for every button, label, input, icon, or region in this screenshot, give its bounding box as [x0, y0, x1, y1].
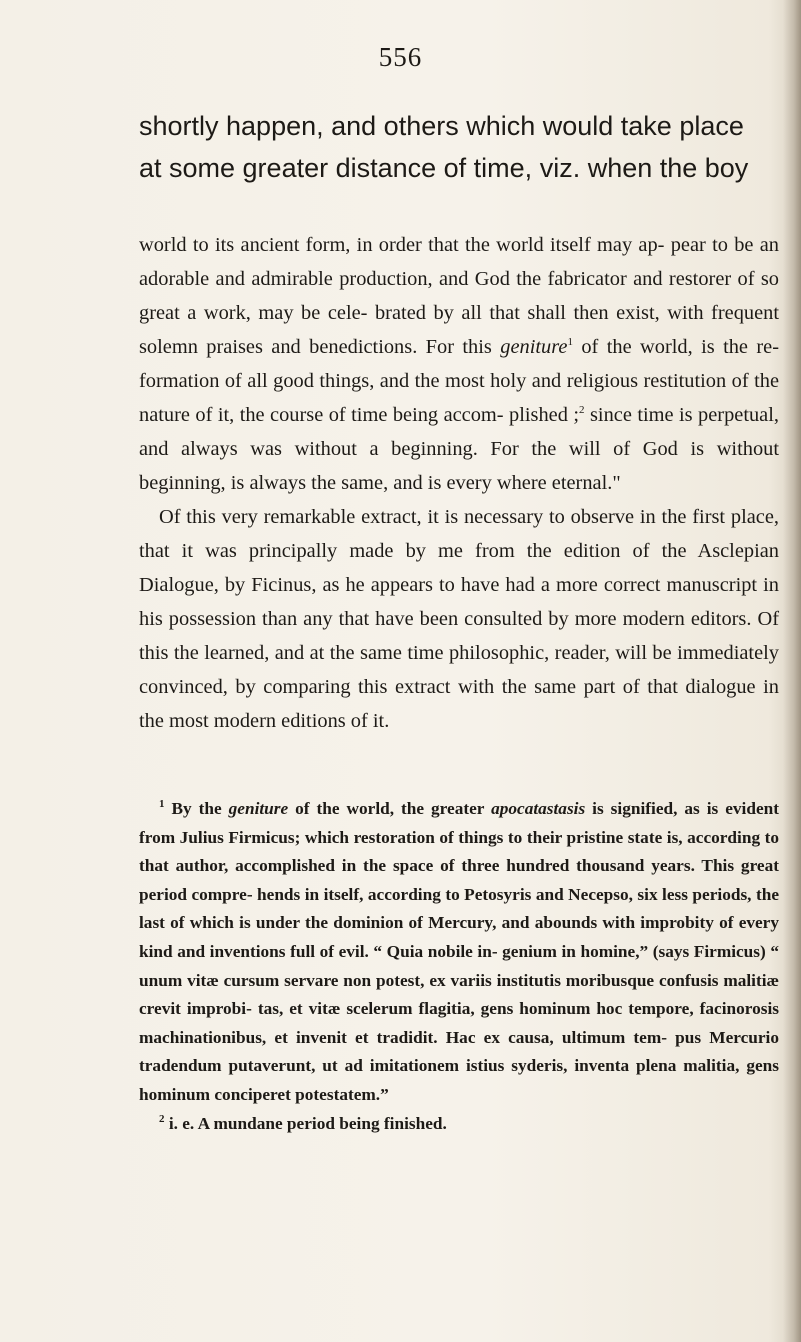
- footnotes: [139, 795, 779, 1138]
- footnote-term-apocatastasis: apocatastasis: [491, 799, 586, 818]
- footnote-term-geniture: geniture: [228, 799, 289, 818]
- footnote-1-part-a: By the: [164, 799, 229, 818]
- footnote-ref-2[interactable]: 2: [579, 404, 585, 417]
- header-line-1: shortly happen, and others which would take place: [139, 111, 744, 141]
- footnote-1: [139, 795, 779, 1110]
- main-text: [139, 228, 779, 738]
- footnote-1-part-b: of the world, the greater: [288, 799, 492, 818]
- paragraph-2: Of this very remarkable extract, it is necessary to observe in the first place, that it was principally made by me from the edition of the Asclepian Dialogue, by Ficinus, as he appears to have had a more correct manuscript in his possession than any that have been consulted by more modern editors. Of this the learned, and at the same time philosophic, reader, will be immediately convinced, by comparing this extract with the same part of that dialogue in the most modern editions of it.: [139, 506, 779, 732]
- footnote-2-text: i. e. A mundane period being finished.: [164, 1113, 447, 1133]
- paragraph-1: [139, 228, 779, 500]
- footnote-1-part-c: is signified, as is evident from Julius Firmicus; which restoration of things to their pristine state is, according to that author, accomplished in the space of three hundred thousand years. This great period compre- hends in itself, according to Petosyris and Necepso, six less periods, the last of which is under the dominion of Mercury, and abounds with improbity of every kind and inventions full of evil. “ Quia nobile in- genium in homine,” (says Firmicus) “ unum vitæ cursum servare non potest, ex variis institutis moribusque confusis malitiæ crevit improbi- tas, et vitæ scelerum flagitia, gens hominum hoc tempore, facinorosis machinationibus, et invenit et tradidit. Hac ex causa, ultimum tem- pus Mercurio tradendum putaverunt, ut ad imitationem istius syderis, inventa plena malitia, gens hominum conciperet potestatem.”: [139, 799, 779, 1104]
- paragraph-1-part-b: of the world, is the re- formation of all good things, and the most holy and religious restitution of the nature of it, the course of time being accom- plished ;: [139, 336, 779, 426]
- footnote-2: [139, 1110, 779, 1139]
- page-edge-shadow: [783, 0, 801, 1342]
- footnote-ref-1[interactable]: 1: [567, 336, 573, 349]
- header-line-2: at some greater distance of time, viz. when the boy: [139, 153, 749, 183]
- footnote-2-marker: 2: [159, 1112, 165, 1125]
- paragraph-1-part-a: world to its ancient form, in order that the world itself may ap- pear to be an adorable and admirable production, and God the fabricator and restorer of so great a work, may be cele- brated by all that shall then exist, with frequent solemn praises and benedictions. For this: [139, 234, 779, 358]
- page-number: 556: [378, 42, 423, 72]
- paragraph-1-part-c: since time is perpetual, and always was without a beginning. For the will of God is without beginning, is always the same, and is every where eternal.": [139, 404, 779, 494]
- term-geniture: geniture: [500, 336, 568, 358]
- footnote-1-marker: 1: [159, 798, 165, 811]
